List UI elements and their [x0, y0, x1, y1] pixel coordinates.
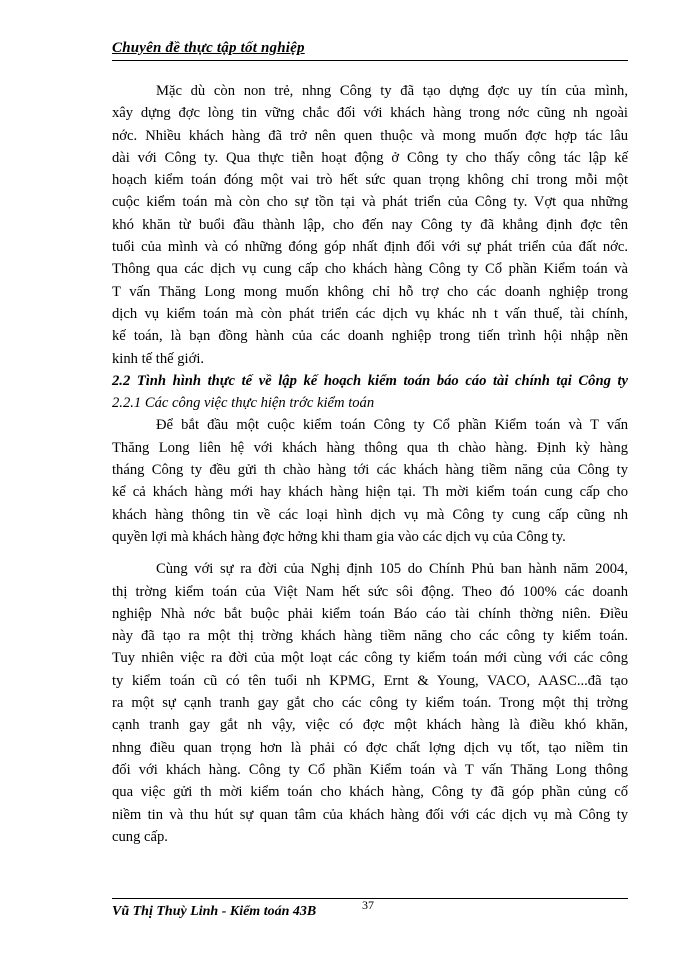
text-line: dài với Công ty. Qua thực tiễn hoạt động ở Công ty cho thấy công tác lập kế — [112, 149, 628, 166]
text-line: kể cả khách hàng mới hay khách hàng hiện tại. Th mời kiểm toán cung cấp cho — [112, 484, 628, 501]
text-line: ty kiểm toán cũ có tên tuổi nh KPMG, Ernt & Young, VACO, AASC...đã tạo — [112, 672, 628, 689]
text-line: Thông qua các dịch vụ cung cấp cho khách hàng Công ty Cổ phần Kiểm toán và — [112, 261, 628, 278]
header-divider — [112, 60, 628, 61]
text-line: đối với khách hàng. Công ty Cổ phần Kiểm toán và T vấn Thăng Long thông — [112, 761, 628, 778]
text-line: cạnh tranh gay gắt nh vậy, việc có đợc một khách hàng là điều khó khăn, — [112, 717, 628, 734]
text-line: quyền lợi mà khách hàng đợc hởng khi tham gia vào các dịch vụ của Công ty. — [112, 528, 566, 545]
text-line: này đã tạo ra một thị trờng khách hàng tiềm năng cho các công ty kiểm toán. — [112, 628, 628, 645]
paragraph-company-reputation — [112, 80, 628, 370]
text-line: cuộc kiểm toán mà còn cho sự tồn tại và phát triển của Công ty. Vợt qua những — [112, 194, 628, 211]
text-line: kinh tế thế giới. — [112, 350, 205, 367]
text-line: cung cấp. — [112, 828, 168, 845]
subsection-heading: 2.2.1 Các công việc thực hiện trớc kiểm toán — [112, 395, 375, 412]
text-line: tuổi của mình và có những đóng góp nhất định đối với sự phát triển của đất nớc. — [112, 239, 628, 256]
footer-author: Vũ Thị Thuỳ Linh - Kiểm toán 43B — [112, 904, 317, 919]
text-line: thị trờng kiểm toán của Việt Nam hết sức sôi động. Theo đó 100% các doanh — [112, 583, 628, 600]
paragraph-market-competition — [112, 558, 628, 848]
text-line: nghiệp Nhà nớc bắt buộc phải kiểm toán Báo cáo tài chính thờng niên. Điều — [112, 605, 628, 622]
text-line: nhng điều quan trọng hơn là phải có đợc chất lợng dịch vụ tốt, tạo niềm tin — [112, 739, 628, 756]
section-heading: 2.2 Tình hình thực tế về lập kế hoạch kiểm toán báo cáo tài chính tại Công ty — [112, 372, 628, 389]
text-line: dịch vụ kiểm toán mà còn phát triển các dịch vụ khác nh t vấn thuế, tài chính, — [112, 305, 628, 322]
text-line: ra một sự cạnh tranh gay gắt cho các công ty kiểm toán. Trong một thị trờng — [112, 695, 628, 712]
text-line: T vấn Thăng Long mong muốn không chỉ hỗ trợ cho các doanh nghiệp trong — [112, 283, 628, 300]
document-body — [112, 80, 628, 848]
text-line: xây dựng đợc lòng tin vững chắc đối với khách hàng trong nớc cũng nh ngoài — [112, 105, 628, 122]
page-header-title: Chuyên đề thực tập tốt nghiệp — [112, 40, 305, 56]
page-number: 37 — [362, 898, 374, 912]
text-line: khó khăn từ buổi đầu thành lập, cho đến nay Công ty đã khẳng định đợc tên — [112, 216, 628, 233]
text-line: hoạch kiểm toán đóng một vai trò hết sức quan trọng không chỉ trong mỗi một — [112, 172, 628, 189]
text-line: Cùng với sự ra đời của Nghị định 105 do Chính Phủ ban hành năm 2004, — [156, 561, 628, 578]
text-line: Thăng Long liên hệ với khách hàng thông qua th chào hàng. Định kỳ hàng — [112, 439, 628, 456]
text-line: khách hàng thông tin về các loại hình dịch vụ mà Công ty cung cấp cũng nh — [112, 506, 628, 523]
text-line: tháng Công ty đều gửi th chào hàng tới các khách hàng tiềm năng của Công ty — [112, 462, 628, 479]
text-line: qua việc gửi th mời kiểm toán cho khách hàng, Công ty đã góp phần củng cố — [112, 784, 628, 801]
text-line: Tuy nhiên việc ra đời của một loạt các công ty kiểm toán mới cùng với các công — [112, 650, 628, 667]
text-line: niềm tin và thu hút sự quan tâm của khách hàng đối với các dịch vụ mà Công ty — [112, 806, 628, 823]
text-line: Để bắt đầu một cuộc kiểm toán Công ty Cổ phần Kiểm toán và T vấn — [156, 417, 628, 434]
text-line: nớc. Nhiều khách hàng đã trở nên quen thuộc và mong muốn đợc hợp tác lâu — [112, 127, 628, 144]
paragraph-client-contact — [112, 414, 628, 548]
text-line: Mặc dù còn non trẻ, nhng Công ty đã tạo dựng đợc uy tín của mình, — [156, 83, 628, 99]
text-line: kế toán, là bạn đồng hành của các doanh nghiệp trong tiến trình hội nhập nền — [112, 328, 628, 345]
